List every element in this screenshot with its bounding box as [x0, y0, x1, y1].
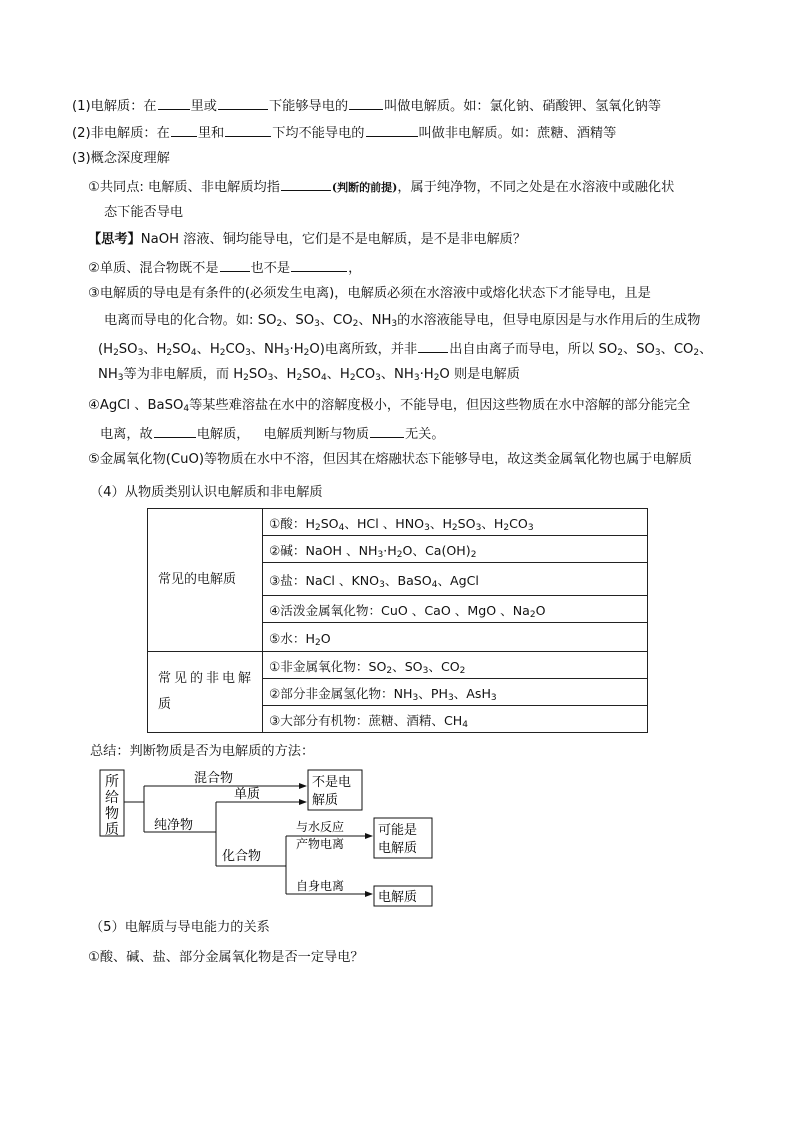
text: ①共同点: 电解质、非电解质均指: [88, 180, 280, 195]
electrolyte-flow-diagram: [96, 762, 456, 912]
text: 如：蔗糖、酒精等: [510, 126, 617, 141]
label-mixture: 混合物: [194, 771, 234, 786]
text: ，: [348, 261, 362, 276]
text: 里或: [190, 99, 217, 114]
definition-nonelectrolyte: [72, 122, 616, 144]
blank: [218, 95, 268, 110]
blank: [220, 257, 250, 272]
text: NaOH 溶液、铜均能导电，它们是不是电解质，是不是非电解质？: [140, 232, 527, 247]
label-pure: 纯净物: [154, 818, 194, 833]
item-3-line4: $NH_3$等为非电解质，而 $H_2SO_3$、$H_2SO_4$、$H_2CO_3$、$NH_3\cdot H_2O$ 则是电解质: [98, 367, 520, 383]
section-3-title: (3)概念深度理解: [72, 151, 170, 166]
elec: 电解质: [378, 890, 418, 905]
classification-table: [147, 508, 648, 733]
blank: [366, 122, 418, 137]
label-element: 单质: [234, 787, 261, 802]
row-nonmetal-oxide: ①非金属氧化物：$SO_2$、$SO_3$、$CO_2$: [263, 652, 648, 679]
row-hydride: ②部分非金属氢化物：$NH_3$、$PH_3$、AsH$_3$: [263, 679, 648, 706]
item-3: ③电解质的导电是有条件的(必须发生电离)，电解质必须在水溶液中或熔化状态下才能导电，且是: [88, 286, 651, 301]
row-base: ②碱：NaOH 、$NH_3\cdot H_2O$、$Ca(OH)_2$: [263, 536, 648, 563]
text: 也不是: [250, 261, 291, 276]
item-1-cont: 态下能否导电: [104, 205, 184, 220]
maybe-1: 可能是: [378, 823, 418, 838]
row-metal-oxide: ④活泼金属氧化物：CuO 、CaO 、MgO 、$Na_2O$: [263, 596, 648, 623]
blank: [349, 95, 383, 110]
category-nonelectrolyte: 常见的非电解质: [148, 652, 263, 733]
label-self: 自身电离: [296, 879, 345, 893]
think-tag: 【思考】: [88, 232, 141, 247]
row-acid: ①酸：$H_2SO_4$、HCl 、$HNO_3$、$H_2SO_3$、$H_2CO_3$: [263, 509, 648, 536]
section-5-title: （5）电解质与导电能力的关系: [90, 920, 270, 935]
label-compound: 化合物: [222, 849, 262, 864]
text: 叫做电解质。如：氯化钠、硝酸钾、氢氧化钠等: [384, 99, 662, 114]
text: ②单质、混合物既不是: [88, 261, 219, 276]
blank: [291, 257, 347, 272]
note: (判断的前提): [331, 181, 398, 194]
text: (1)电解质：在: [72, 99, 157, 114]
text: (2)非电解质：在: [72, 126, 170, 141]
label-react-2: 产物电离: [296, 837, 345, 851]
text: 里和: [197, 126, 225, 141]
not-elec-2: 解质: [312, 793, 339, 808]
text: 叫做非电解质。: [418, 126, 511, 141]
not-elec-1: 不是电: [312, 775, 352, 790]
given-char-2: 给: [105, 790, 119, 806]
item-3-line3: ($H_2SO_3$、$H_2SO_4$、$H_2CO_3$、$NH_3\cdot H_2O$)电离所致，并非 出自由离子而导电，所以 $SO_2$、$SO_3$、$CO_2$、: [98, 338, 712, 360]
item-4: ④AgCl 、BaSO$_4$等某些难溶盐在水中的溶解度极小，不能导电，但因这些物质在水中溶解的部分能完全: [88, 398, 691, 414]
blank: [158, 95, 190, 110]
question-1: ①酸、碱、盐、部分金属氧化物是否一定导电？: [88, 950, 364, 965]
blank: [171, 122, 197, 137]
think-question: [88, 230, 526, 250]
text: 下能够导电的: [269, 99, 349, 114]
summary-title: 总结：判断物质是否为电解质的方法：: [90, 744, 315, 759]
item-4-line2: 电离，故 电解质， 电解质判断与物质 无关。: [100, 423, 445, 445]
text: ，属于纯净物，不同之处是在水溶液中或融化状: [397, 180, 675, 195]
category-electrolyte: 常见的电解质: [148, 509, 263, 652]
text: 下均不能导电的: [272, 126, 365, 141]
given-char-1: 所: [105, 774, 119, 790]
definition-electrolyte: [72, 95, 661, 117]
section-4-title: （4）从物质类别认识电解质和非电解质: [90, 485, 323, 500]
row-water: ⑤水：$H_2O$: [263, 623, 648, 652]
item-2: [88, 257, 361, 279]
blank: [281, 176, 331, 191]
label-react-1: 与水反应: [296, 820, 345, 834]
maybe-2: 电解质: [378, 841, 418, 856]
given-char-4: 质: [105, 822, 119, 838]
item-5: ⑤金属氧化物(CuO)等物质在水中不溶，但因其在熔融状态下能够导电，故这类金属氧化物也属于电解质: [88, 452, 692, 467]
given-char-3: 物: [105, 806, 119, 822]
item-1: [88, 176, 674, 198]
item-3-line2: 电离而导电的化合物。如: $SO_2$、$SO_3$、$CO_2$、$NH_3$的水溶液能导电，但导电原因是与水作用后的生成物: [104, 313, 701, 329]
row-organic: ③大部分有机物：蔗糖、酒精、$CH_4$: [263, 706, 648, 733]
row-salt: ③盐：NaCl 、$KNO_3$、BaSO$_4$、AgCl: [263, 563, 648, 596]
blank: [225, 122, 271, 137]
